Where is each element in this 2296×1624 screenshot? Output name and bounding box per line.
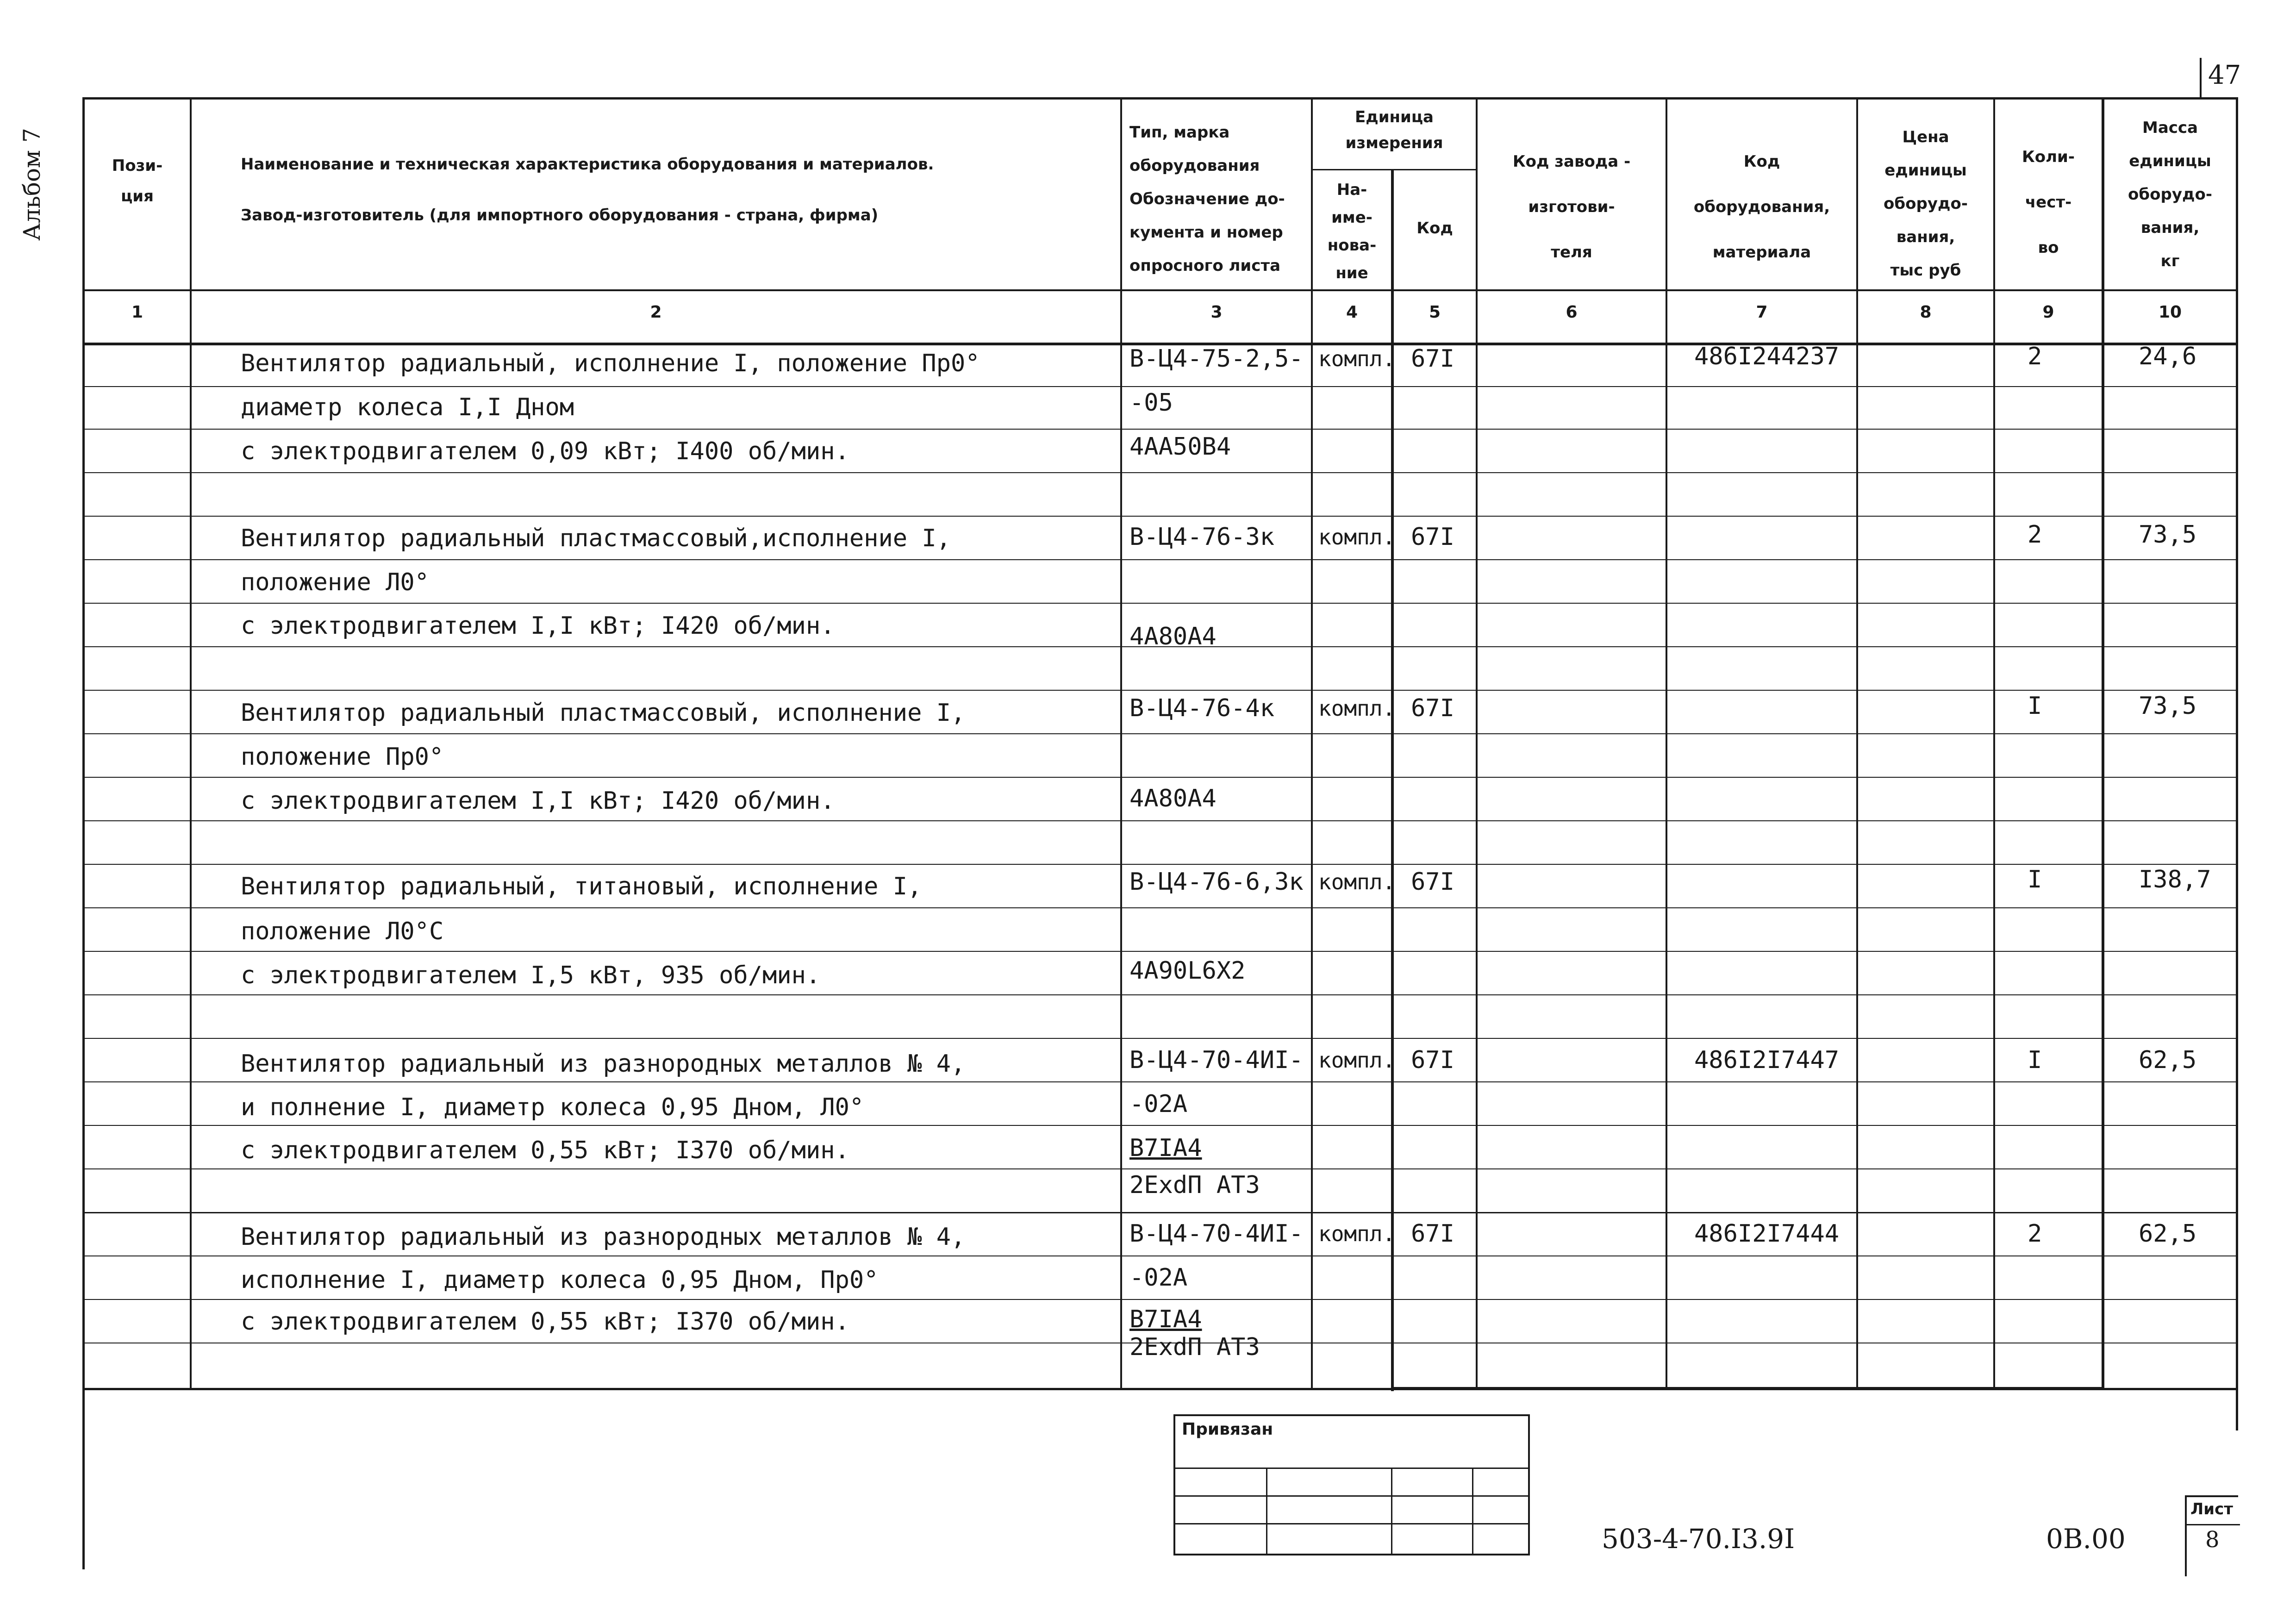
row-name: Вентилятор радиальный из разнородных металлов № 4, [241,1050,966,1078]
row-name: Вентилятор радиальный, исполнение I, положение Пр0° [241,350,980,377]
side-label: Альбом 7 [19,128,45,241]
header-col4: На- име- нова- ние [1327,181,1377,282]
row-name: диаметр колеса I,I Дном [241,394,574,421]
column-number: 6 [1566,303,1578,322]
row-name: с электродвигателем 0,55 кВт; I370 об/мин. [241,1137,849,1164]
row-type: В-Ц4-70-4ИI- [1129,1220,1304,1248]
row-type: 4А80А4 [1129,785,1217,812]
column-number: 7 [1756,303,1768,322]
row-mass: 24,6 [2139,343,2197,370]
column-number: 3 [1210,303,1223,322]
row-qty: I [2028,692,2042,720]
row-type: В-Ц4-76-6,3к [1129,868,1304,896]
row-type: 4А80А4 [1129,623,1217,650]
row-code: 67I [1411,523,1454,551]
row-unit: компл. [1318,869,1396,894]
row-qty: I [2028,1046,2042,1074]
row-name: и полнение I, диаметр колеса 0,95 Дном, Л0° [241,1093,864,1121]
header-col2: Наименование и техническая характеристика оборудования и материалов. Завод-изготовитель (для импортного оборудования - страна, фирма) [241,155,934,225]
row-type: В-Ц4-76-4к [1129,694,1275,722]
page-number: 47 [2208,60,2241,90]
document-code: 503-4-70.I3.9I [1602,1523,1795,1555]
header-col9: Коли- чест- во [2022,148,2075,257]
stamp-privyazan-box [1173,1414,1530,1555]
row-type: -05 [1129,389,1173,417]
row-code: 67I [1411,868,1454,896]
column-number: 1 [131,303,144,322]
row-type: -02А [1129,1264,1188,1292]
header-col5: Код [1416,219,1453,237]
row-code: 67I [1411,1046,1454,1074]
row-unit: компл. [1318,346,1396,371]
row-mass: 73,5 [2139,521,2197,549]
row-equip-code: 486I2I7444 [1694,1220,1840,1248]
row-type: -02А [1129,1090,1188,1118]
row-type: В-Ц4-76-3к [1129,523,1275,551]
row-equip-code: 486I244237 [1694,343,1840,370]
column-number: 9 [2042,303,2054,322]
row-type: 4А90L6Х2 [1129,957,1246,985]
header-col3: Тип, марка оборудования Обозначение до- кумента и номер опросного листа [1129,123,1285,275]
column-number: 5 [1429,303,1441,322]
row-mass: 73,5 [2139,692,2197,720]
row-name: с электродвигателем 0,09 кВт; I400 об/мин. [241,437,849,465]
row-code: 67I [1411,1220,1454,1248]
row-type: 2ЕхdП АТ3 [1129,1333,1260,1361]
row-name: Вентилятор радиальный пластмассовый,исполнение I, [241,525,951,552]
row-qty: 2 [2028,343,2042,370]
row-unit: компл. [1318,1221,1396,1246]
row-type: 4АА50В4 [1129,433,1231,461]
row-unit: компл. [1318,1048,1396,1073]
stamp-privyazan-label: Привязан [1182,1420,1273,1439]
row-type: В7IА4 [1129,1134,1202,1162]
row-unit: компл. [1318,696,1396,721]
row-name: Вентилятор радиальный пластмассовый, исполнение I, [241,699,966,727]
header-col7: Код оборудования, материала [1693,152,1830,262]
row-code: 67I [1411,345,1454,373]
header-col10: Масса единицы оборудо- вания, кг [2128,119,2212,270]
header-col6: Код завода - изготови- теля [1512,152,1631,262]
row-type: В-Ц4-70-4ИI- [1129,1046,1304,1074]
row-name: с электродвигателем I,I кВт; I420 об/мин. [241,787,835,815]
column-number: 2 [650,303,662,322]
sheet-label: Лист [2190,1500,2233,1518]
row-name: Вентилятор радиальный, титановый, исполнение I, [241,873,922,900]
row-name: с электродвигателем I,5 кВт, 935 об/мин. [241,962,821,989]
row-type: 2ЕхdП АТ3 [1129,1171,1260,1199]
sheet-box [2185,1495,2238,1576]
row-type: В7IА4 [1129,1305,1202,1333]
column-number: 10 [2158,303,2182,322]
row-name: с электродвигателем 0,55 кВт; I370 об/мин. [241,1308,849,1336]
row-mass: I38,7 [2139,866,2211,893]
row-code: 67I [1411,694,1454,722]
row-name: с электродвигателем I,I кВт; I420 об/мин. [241,612,835,640]
row-name: положение Пр0° [241,743,444,771]
row-name: Вентилятор радиальный из разнородных металлов № 4, [241,1223,966,1251]
row-name: положение Л0°С [241,918,444,945]
row-name: положение Л0° [241,568,429,596]
column-number: 4 [1346,303,1358,322]
row-equip-code: 486I2I7447 [1694,1046,1840,1074]
header-col8: Цена единицы оборудо- вания, тыс руб [1884,128,1968,280]
header-unit-group: Единица измерения [1345,108,1443,152]
row-mass: 62,5 [2139,1046,2197,1074]
row-type: В-Ц4-75-2,5- [1129,345,1304,373]
row-unit: компл. [1318,525,1396,550]
header-col1: Пози- ция [112,156,163,206]
row-qty: I [2028,866,2042,893]
sheet-number: 8 [2205,1527,2220,1553]
row-mass: 62,5 [2139,1220,2197,1248]
row-name: исполнение I, диаметр колеса 0,95 Дном, Пр0° [241,1266,879,1294]
sheet-code: 0В.00 [2046,1523,2126,1555]
row-qty: 2 [2028,521,2042,549]
row-qty: 2 [2028,1220,2042,1248]
column-number: 8 [1920,303,1932,322]
